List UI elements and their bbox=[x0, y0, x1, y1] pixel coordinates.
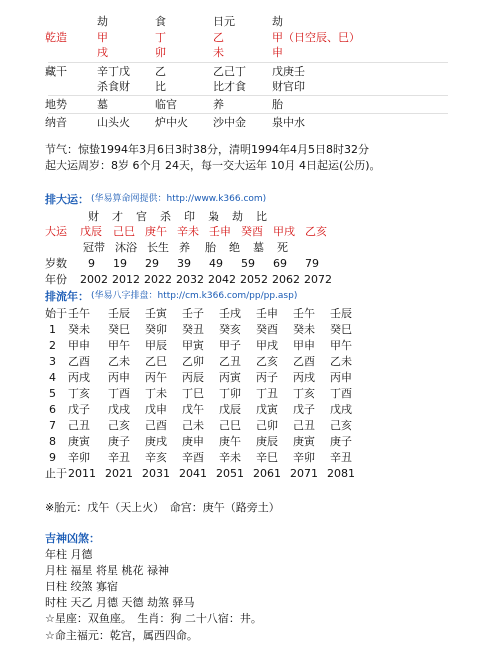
jishen-line: 月柱 福星 将星 桃花 禄神 bbox=[45, 564, 169, 577]
dayun-ganzhi: 癸酉 bbox=[241, 225, 263, 238]
dayun-changsheng: 冠带 bbox=[83, 241, 105, 254]
liunian-cell: 乙巳 bbox=[145, 355, 167, 368]
liunian-cell: 辛丑 bbox=[108, 451, 130, 464]
liunian-cell: 己亥 bbox=[330, 419, 352, 432]
nayin-cell: 泉中水 bbox=[272, 116, 305, 129]
liunian-cell: 辛卯 bbox=[68, 451, 90, 464]
liunian-cell: 辛酉 bbox=[182, 451, 204, 464]
divider bbox=[48, 95, 448, 96]
liunian-cell: 癸亥 bbox=[219, 323, 241, 336]
liunian-title: 排流年： bbox=[45, 290, 89, 303]
liunian-cell: 乙卯 bbox=[182, 355, 204, 368]
tiangan-cell: 甲 bbox=[97, 31, 108, 44]
dayun-year: 2062 bbox=[272, 273, 300, 286]
liunian-cell: 庚戌 bbox=[145, 435, 167, 448]
dayun-year: 2032 bbox=[176, 273, 204, 286]
dayun-changsheng: 绝 bbox=[229, 241, 240, 254]
dayun-age: 39 bbox=[177, 257, 191, 270]
pillar-header: 劫 bbox=[272, 15, 283, 28]
liunian-end-year: 2021 bbox=[105, 467, 133, 480]
jishen-title: 吉神凶煞： bbox=[45, 532, 100, 545]
liunian-cell: 甲戌 bbox=[256, 339, 278, 352]
liunian-source-link[interactable]: (华易八字排盘：http://cm.k366.com/pp/pp.asp) bbox=[91, 291, 298, 301]
dayun-changsheng: 墓 bbox=[253, 241, 264, 254]
liunian-cell: 戊子 bbox=[68, 403, 90, 416]
liunian-end-year: 2011 bbox=[68, 467, 96, 480]
divider bbox=[48, 62, 448, 63]
liunian-cell: 辛亥 bbox=[145, 451, 167, 464]
liunian-row-number: 9 bbox=[49, 451, 56, 464]
liunian-cell: 癸酉 bbox=[256, 323, 278, 336]
liunian-cell: 辛巳 bbox=[256, 451, 278, 464]
dayun-shishen: 枭 bbox=[208, 210, 219, 223]
tiangan-cell: 丁 bbox=[155, 31, 166, 44]
year-label: 年份 bbox=[45, 273, 67, 286]
dayun-shishen: 印 bbox=[184, 210, 195, 223]
dayun-year: 2022 bbox=[144, 273, 172, 286]
dayun-shishen: 官 bbox=[136, 210, 147, 223]
liunian-cell: 庚寅 bbox=[293, 435, 315, 448]
liunian-cell: 己巳 bbox=[219, 419, 241, 432]
liunian-cell: 甲子 bbox=[219, 339, 241, 352]
dayun-title: 排大运： bbox=[45, 193, 89, 206]
dayun-changsheng: 养 bbox=[179, 241, 190, 254]
dayun-changsheng: 长生 bbox=[147, 241, 169, 254]
qiyun-text: 起大运周岁：8岁 6个月 24天，每一交大运年 10月 4日起运(公历)。 bbox=[45, 159, 381, 172]
liunian-end-year: 2081 bbox=[327, 467, 355, 480]
dayun-ganzhi: 壬申 bbox=[209, 225, 231, 238]
liunian-cell: 庚午 bbox=[219, 435, 241, 448]
dizhi-cell: 申 bbox=[272, 46, 283, 59]
canggan-cell: 乙己丁 bbox=[213, 65, 246, 78]
liunian-cell: 丙申 bbox=[330, 371, 352, 384]
liunian-row-number: 5 bbox=[49, 387, 56, 400]
canggan-cell: 辛丁戊 bbox=[97, 65, 130, 78]
liunian-cell: 戊戌 bbox=[330, 403, 352, 416]
dayun-shishen: 财 bbox=[88, 210, 99, 223]
nayin-cell: 山头火 bbox=[97, 116, 130, 129]
liunian-cell: 己丑 bbox=[68, 419, 90, 432]
liunian-cell: 乙酉 bbox=[68, 355, 90, 368]
liunian-row-number: 3 bbox=[49, 355, 56, 368]
pillar-header: 日元 bbox=[213, 15, 235, 28]
canggan-label: 藏干 bbox=[45, 65, 67, 78]
dayun-shishen: 才 bbox=[112, 210, 123, 223]
liunian-row-number: 6 bbox=[49, 403, 56, 416]
liunian-cell: 癸卯 bbox=[145, 323, 167, 336]
dayun-age: 59 bbox=[241, 257, 255, 270]
liunian-cell: 丙午 bbox=[145, 371, 167, 384]
liunian-cell: 壬寅 bbox=[145, 307, 167, 320]
dayun-year: 2072 bbox=[304, 273, 332, 286]
qianzao-label: 乾造 bbox=[45, 31, 67, 44]
liunian-cell: 甲午 bbox=[108, 339, 130, 352]
liunian-cell: 辛未 bbox=[219, 451, 241, 464]
liunian-end-year: 2051 bbox=[216, 467, 244, 480]
liunian-cell: 己未 bbox=[182, 419, 204, 432]
liunian-row-number: 4 bbox=[49, 371, 56, 384]
liunian-cell: 丙子 bbox=[256, 371, 278, 384]
dayun-age: 49 bbox=[209, 257, 223, 270]
dizhi-cell: 卯 bbox=[155, 46, 166, 59]
liunian-cell: 庚子 bbox=[108, 435, 130, 448]
liunian-cell: 丁酉 bbox=[330, 387, 352, 400]
dayun-changsheng: 沐浴 bbox=[115, 241, 137, 254]
jishen-line: 日柱 绞煞 寡宿 bbox=[45, 580, 118, 593]
jishen-line: 时柱 天乙 月德 天德 劫煞 驿马 bbox=[45, 596, 195, 609]
liunian-cell: 戊戌 bbox=[108, 403, 130, 416]
canggan-shen-cell: 财官印 bbox=[272, 80, 305, 93]
dizhi-cell: 未 bbox=[213, 46, 224, 59]
liunian-cell: 丁巳 bbox=[182, 387, 204, 400]
liunian-cell: 己酉 bbox=[145, 419, 167, 432]
canggan-shen-cell: 杀食财 bbox=[97, 80, 130, 93]
tiangan-cell: 乙 bbox=[213, 31, 224, 44]
dayun-shishen: 杀 bbox=[160, 210, 171, 223]
liunian-cell: 癸未 bbox=[68, 323, 90, 336]
dayun-year: 2042 bbox=[208, 273, 236, 286]
divider bbox=[48, 113, 448, 114]
liunian-cell: 戊午 bbox=[182, 403, 204, 416]
liunian-cell: 辛卯 bbox=[293, 451, 315, 464]
dishi-label: 地势 bbox=[45, 98, 67, 111]
liunian-cell: 丁亥 bbox=[68, 387, 90, 400]
dishi-cell: 养 bbox=[213, 98, 224, 111]
dayun-shishen: 比 bbox=[256, 210, 267, 223]
liunian-cell: 丁未 bbox=[145, 387, 167, 400]
dayun-label: 大运 bbox=[45, 225, 67, 238]
liunian-cell: 壬午 bbox=[293, 307, 315, 320]
liunian-cell: 壬申 bbox=[256, 307, 278, 320]
liunian-cell: 戊辰 bbox=[219, 403, 241, 416]
liunian-cell: 乙酉 bbox=[293, 355, 315, 368]
liunian-cell: 癸巳 bbox=[330, 323, 352, 336]
liunian-cell: 丙辰 bbox=[182, 371, 204, 384]
start-label: 始于 bbox=[45, 307, 67, 320]
liunian-cell: 丁丑 bbox=[256, 387, 278, 400]
dayun-source-link[interactable]: (华易算命网提供：http://www.k366.com) bbox=[91, 194, 267, 204]
liunian-end-year: 2071 bbox=[290, 467, 318, 480]
jishen-line: ☆星座：双鱼座。 生肖：狗 二十八宿：井。 bbox=[45, 612, 262, 625]
dayun-age: 9 bbox=[88, 257, 95, 270]
canggan-cell: 戊庚壬 bbox=[272, 65, 305, 78]
liunian-end-year: 2031 bbox=[142, 467, 170, 480]
nayin-cell: 炉中火 bbox=[155, 116, 188, 129]
liunian-cell: 甲申 bbox=[68, 339, 90, 352]
liunian-cell: 乙未 bbox=[330, 355, 352, 368]
dishi-cell: 临官 bbox=[155, 98, 177, 111]
liunian-cell: 丙申 bbox=[108, 371, 130, 384]
liunian-cell: 壬辰 bbox=[108, 307, 130, 320]
liunian-cell: 戊子 bbox=[293, 403, 315, 416]
liunian-cell: 庚寅 bbox=[68, 435, 90, 448]
dayun-age: 79 bbox=[305, 257, 319, 270]
liunian-row-number: 8 bbox=[49, 435, 56, 448]
liunian-row-number: 1 bbox=[49, 323, 56, 336]
jishen-line: 年柱 月德 bbox=[45, 548, 93, 561]
liunian-cell: 丙戌 bbox=[293, 371, 315, 384]
liunian-cell: 丁酉 bbox=[108, 387, 130, 400]
dayun-changsheng: 死 bbox=[277, 241, 288, 254]
liunian-cell: 丁亥 bbox=[293, 387, 315, 400]
dayun-age: 19 bbox=[113, 257, 127, 270]
liunian-cell: 丁卯 bbox=[219, 387, 241, 400]
liunian-cell: 戊申 bbox=[145, 403, 167, 416]
liunian-cell: 乙未 bbox=[108, 355, 130, 368]
dayun-year: 2052 bbox=[240, 273, 268, 286]
liunian-cell: 丙戌 bbox=[68, 371, 90, 384]
liunian-end-year: 2041 bbox=[179, 467, 207, 480]
jieqi-text: 节气：惊蛰1994年3月6日3时38分，清明1994年4月5日8时32分 bbox=[45, 143, 369, 156]
liunian-row-number: 2 bbox=[49, 339, 56, 352]
liunian-cell: 乙丑 bbox=[219, 355, 241, 368]
liunian-cell: 丙寅 bbox=[219, 371, 241, 384]
liunian-cell: 癸未 bbox=[293, 323, 315, 336]
liunian-cell: 壬戌 bbox=[219, 307, 241, 320]
pillar-header: 劫 bbox=[97, 15, 108, 28]
dishi-cell: 墓 bbox=[97, 98, 108, 111]
dizhi-cell: 戌 bbox=[97, 46, 108, 59]
liunian-cell: 己丑 bbox=[293, 419, 315, 432]
liunian-cell: 甲寅 bbox=[182, 339, 204, 352]
dayun-ganzhi: 乙亥 bbox=[305, 225, 327, 238]
nayin-label: 纳音 bbox=[45, 116, 67, 129]
dayun-ganzhi: 甲戌 bbox=[273, 225, 295, 238]
dayun-ganzhi: 辛未 bbox=[177, 225, 199, 238]
dayun-age: 69 bbox=[273, 257, 287, 270]
liunian-cell: 庚子 bbox=[330, 435, 352, 448]
dishi-cell: 胎 bbox=[272, 98, 283, 111]
jishen-line: ☆命主福元：乾宫，属西四命。 bbox=[45, 629, 198, 642]
liunian-cell: 甲辰 bbox=[145, 339, 167, 352]
liunian-cell: 壬午 bbox=[68, 307, 90, 320]
dayun-age: 29 bbox=[145, 257, 159, 270]
dayun-ganzhi: 庚午 bbox=[145, 225, 167, 238]
dayun-ganzhi: 己巳 bbox=[113, 225, 135, 238]
dayun-year: 2002 bbox=[80, 273, 108, 286]
liunian-cell: 庚辰 bbox=[256, 435, 278, 448]
liunian-end-year: 2061 bbox=[253, 467, 281, 480]
dayun-shishen: 劫 bbox=[232, 210, 243, 223]
liunian-cell: 辛丑 bbox=[330, 451, 352, 464]
liunian-cell: 壬辰 bbox=[330, 307, 352, 320]
age-label: 岁数 bbox=[45, 257, 67, 270]
liunian-cell: 壬子 bbox=[182, 307, 204, 320]
liunian-cell: 甲午 bbox=[330, 339, 352, 352]
canggan-shen-cell: 比才食 bbox=[213, 80, 246, 93]
liunian-cell: 己亥 bbox=[108, 419, 130, 432]
liunian-row-number: 7 bbox=[49, 419, 56, 432]
liunian-cell: 癸巳 bbox=[108, 323, 130, 336]
dayun-ganzhi: 戊辰 bbox=[80, 225, 102, 238]
dayun-changsheng: 胎 bbox=[205, 241, 216, 254]
liunian-cell: 癸丑 bbox=[182, 323, 204, 336]
tiangan-cell: 甲（日空辰、巳） bbox=[272, 31, 360, 44]
liunian-cell: 己卯 bbox=[256, 419, 278, 432]
nayin-cell: 沙中金 bbox=[213, 116, 246, 129]
pillar-header: 食 bbox=[155, 15, 166, 28]
liunian-cell: 戊寅 bbox=[256, 403, 278, 416]
liunian-cell: 甲申 bbox=[293, 339, 315, 352]
canggan-cell: 乙 bbox=[155, 65, 166, 78]
dayun-year: 2012 bbox=[112, 273, 140, 286]
taiyuan-text: ※胎元：戊午（天上火） 命宫：庚午（路旁土） bbox=[45, 501, 280, 514]
canggan-shen-cell: 比 bbox=[155, 80, 166, 93]
liunian-cell: 庚申 bbox=[182, 435, 204, 448]
liunian-cell: 乙亥 bbox=[256, 355, 278, 368]
end-label: 止于 bbox=[45, 467, 67, 480]
